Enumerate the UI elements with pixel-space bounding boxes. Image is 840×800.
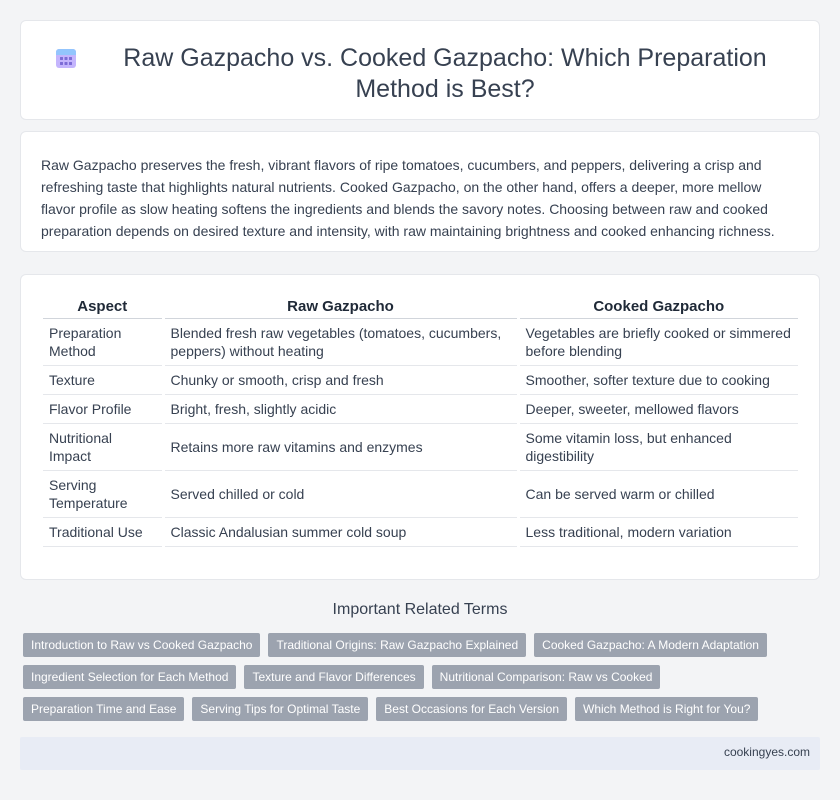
aspect-cell: Traditional Use bbox=[43, 518, 163, 547]
raw-cell: Blended fresh raw vegetables (tomatoes, cucumbers, peppers) without heating bbox=[163, 319, 518, 366]
header-raw: Raw Gazpacho bbox=[163, 291, 518, 319]
raw-cell: Classic Andalusian summer cold soup bbox=[163, 518, 518, 547]
cooked-cell: Can be served warm or chilled bbox=[518, 471, 798, 518]
intro-text: Raw Gazpacho preserves the fresh, vibrant flavors of ripe tomatoes, cucumbers, and peppers, delivering a crisp and refreshing taste that highlights natural nutrients. Cooked Gazpacho, on the other hand, offers a deeper, more mellow flavor profile as slow heating softens the ingredients and blends the savory notes. Choosing between raw and cooked preparation depends on desired texture and intensity, with raw maintaining brightness and cooked enhancing richness. bbox=[41, 157, 775, 239]
aspect-cell: Texture bbox=[43, 366, 163, 395]
related-tag[interactable]: Serving Tips for Optimal Taste bbox=[192, 697, 368, 721]
header-cooked: Cooked Gazpacho bbox=[518, 291, 798, 319]
table-header-row bbox=[43, 291, 798, 319]
cooked-cell: Some vitamin loss, but enhanced digestibility bbox=[518, 424, 798, 471]
table-row bbox=[43, 319, 798, 366]
header-aspect: Aspect bbox=[43, 291, 163, 319]
intro-card bbox=[20, 131, 820, 252]
site-name[interactable]: cookingyes.com bbox=[723, 745, 810, 759]
aspect-cell: Nutritional Impact bbox=[43, 424, 163, 471]
related-tag[interactable]: Texture and Flavor Differences bbox=[244, 665, 423, 689]
cooked-cell: Vegetables are briefly cooked or simmered before blending bbox=[518, 319, 798, 366]
related-tag[interactable]: Ingredient Selection for Each Method bbox=[23, 665, 236, 689]
table-row bbox=[43, 424, 798, 471]
related-tag[interactable]: Introduction to Raw vs Cooked Gazpacho bbox=[23, 633, 260, 657]
related-tag[interactable]: Nutritional Comparison: Raw vs Cooked bbox=[432, 665, 661, 689]
cooked-cell: Less traditional, modern variation bbox=[518, 518, 798, 547]
cooked-cell: Smoother, softer texture due to cooking bbox=[518, 366, 798, 395]
title-card bbox=[20, 20, 820, 120]
comparison-table bbox=[43, 291, 798, 547]
related-terms-heading: Important Related Terms bbox=[332, 601, 508, 618]
related-tag[interactable]: Preparation Time and Ease bbox=[23, 697, 184, 721]
related-tag[interactable]: Cooked Gazpacho: A Modern Adaptation bbox=[534, 633, 767, 657]
related-tag[interactable]: Which Method is Right for You? bbox=[575, 697, 758, 721]
table-row bbox=[43, 518, 798, 547]
comparison-table-card bbox=[20, 274, 820, 580]
related-tags bbox=[23, 633, 823, 729]
page-title: Raw Gazpacho vs. Cooked Gazpacho: Which Preparation Method is Best? bbox=[123, 44, 767, 103]
table-row bbox=[43, 366, 798, 395]
related-tag[interactable]: Traditional Origins: Raw Gazpacho Explained bbox=[268, 633, 526, 657]
table-row bbox=[43, 471, 798, 518]
raw-cell: Served chilled or cold bbox=[163, 471, 518, 518]
table-row bbox=[43, 395, 798, 424]
footer bbox=[20, 737, 820, 770]
aspect-cell: Preparation Method bbox=[43, 319, 163, 366]
raw-cell: Chunky or smooth, crisp and fresh bbox=[163, 366, 518, 395]
cooked-cell: Deeper, sweeter, mellowed flavors bbox=[518, 395, 798, 424]
raw-cell: Retains more raw vitamins and enzymes bbox=[163, 424, 518, 471]
aspect-cell: Flavor Profile bbox=[43, 395, 163, 424]
related-tag[interactable]: Best Occasions for Each Version bbox=[376, 697, 567, 721]
raw-cell: Bright, fresh, slightly acidic bbox=[163, 395, 518, 424]
aspect-cell: Serving Temperature bbox=[43, 471, 163, 518]
